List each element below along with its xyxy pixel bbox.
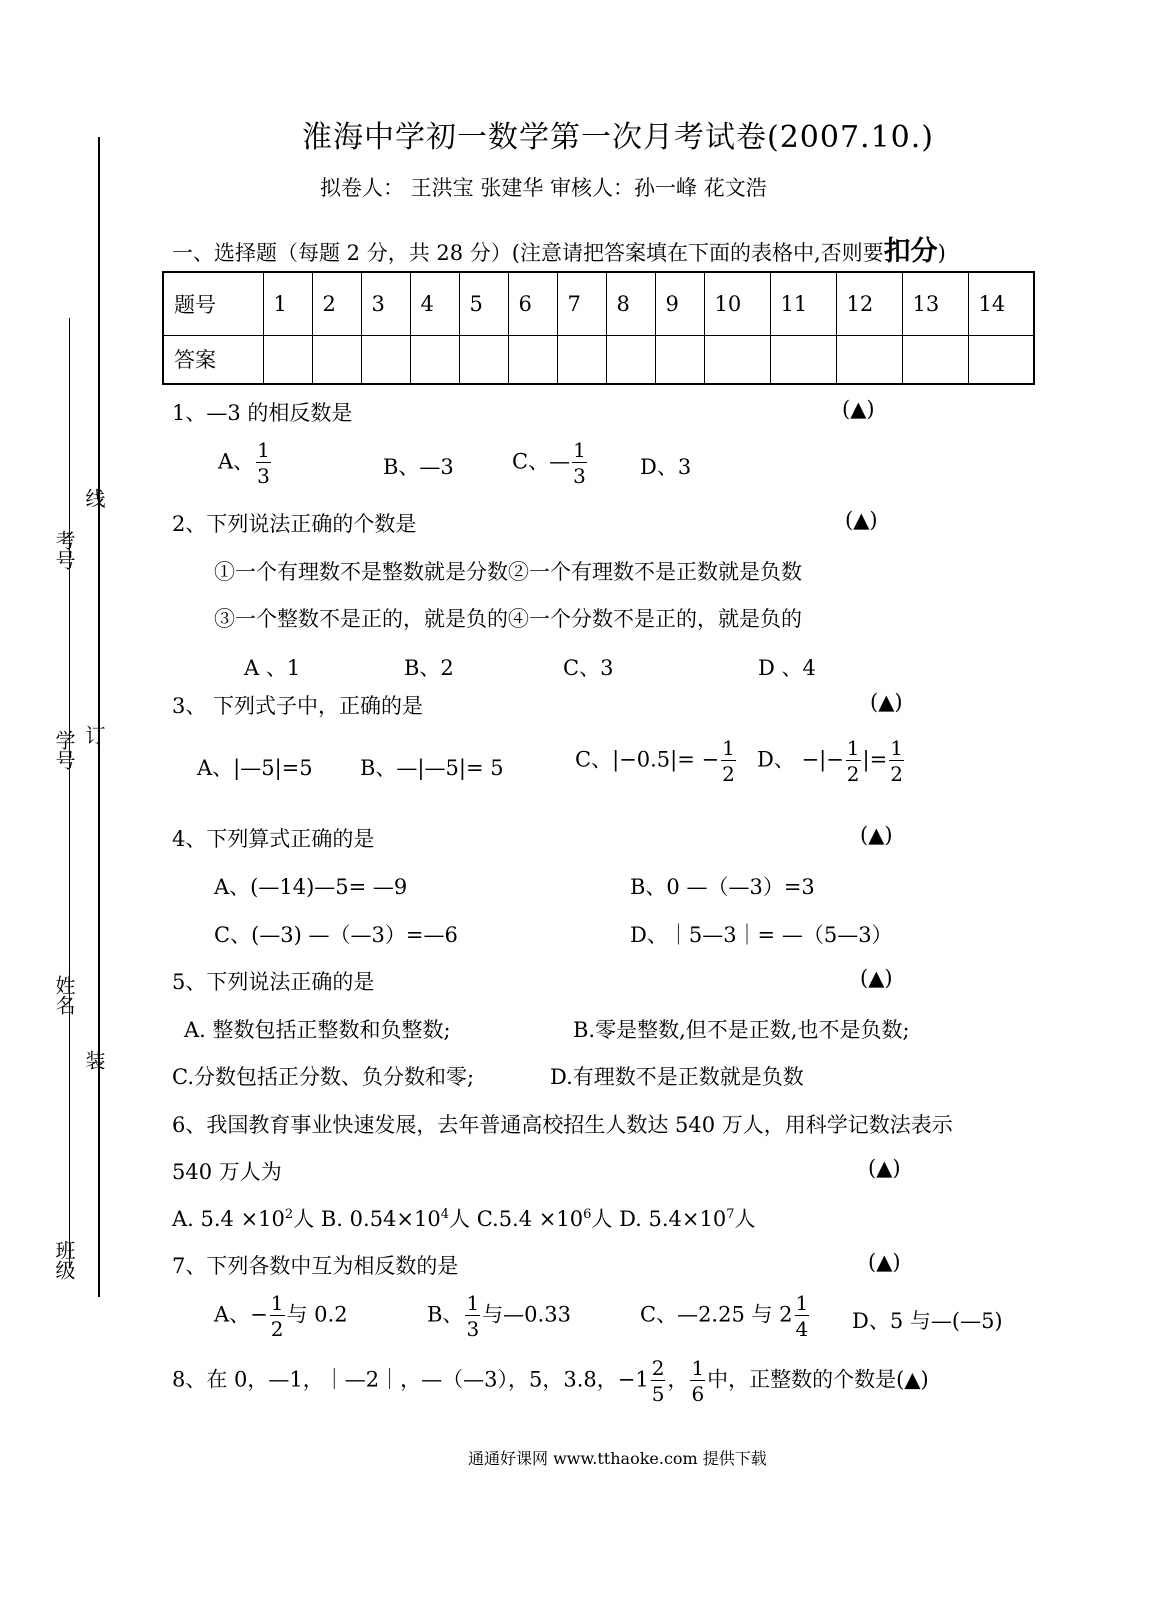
q1-option-b: B、—3 (383, 455, 454, 479)
q7-stem: 7、下列各数中互为相反数的是 (172, 1254, 459, 1278)
q6-stem-line2: 540 万人为 (172, 1160, 282, 1184)
q3-option-d: D、 −|− $\frac{1}{2}$ |= $\frac{1}{2}$ (757, 736, 903, 786)
q4-option-a: A、(—14)—5= —9 (214, 875, 408, 899)
exam-title: 淮海中学初一数学第一次月考试卷(2007.10.) (302, 120, 935, 155)
section-heading-end: ) (937, 241, 946, 265)
answer-cell[interactable] (263, 335, 312, 384)
q4-stem: 4、下列算式正确的是 (172, 827, 375, 851)
section-heading-text: 一、选择题（每题 2 分，共 28 分）(注意请把答案填在下面的表格中,否则要 (172, 241, 884, 265)
footer-credit: 通通好课网 www.tthaoke.com 提供下载 (468, 1449, 767, 1468)
q6-option-c: $C.5.4 \times 10^6$人 (476, 1207, 613, 1231)
q4-option-b: B、0 —（—3）=3 (630, 875, 815, 899)
answer-cell[interactable] (770, 335, 836, 384)
row-label-daan: 答案 (163, 335, 263, 384)
margin-line-outer (98, 137, 100, 1297)
q6-option-a: A. $5.4 \times 10^2$人 (172, 1207, 315, 1231)
q5-option-c: C.分数包括正分数、负分数和零; (172, 1065, 475, 1089)
answer-table (162, 271, 1035, 385)
margin-label-line: 线 (82, 488, 106, 508)
question-number: 8 (606, 272, 655, 335)
q5-option-a: A. 整数包括正整数和负整数; (184, 1018, 451, 1042)
answer-cell[interactable] (836, 335, 902, 384)
q1-marker: (▲) (842, 397, 875, 421)
q3-stem: 3、 下列式子中，正确的是 (172, 694, 424, 718)
q4-option-d: D、｜5—3｜= —（5—3） (630, 923, 893, 947)
q2-statement-1: ①一个有理数不是整数就是分数②一个有理数不是正数就是负数 (214, 560, 802, 584)
q2-option-c: C、3 (563, 656, 614, 680)
margin-label-ding: 订 (82, 725, 106, 745)
question-number: 4 (410, 272, 459, 335)
margin-label-zhuang: 装 (82, 1050, 106, 1070)
section-heading-emphasis: 扣分 (883, 236, 938, 267)
table-row-answers (163, 335, 1034, 384)
question-number: 3 (361, 272, 410, 335)
margin-label-xingming: 姓名 (52, 975, 76, 1015)
answer-cell[interactable] (508, 335, 557, 384)
q1-option-c: C、— $\frac{1}{3}$ (512, 438, 586, 488)
q1-stem: 1、—3 的相反数是 (172, 401, 353, 425)
fraction: $\frac{1}{4}$ (795, 1291, 809, 1341)
fraction: $\frac{1}{2}$ (846, 736, 860, 786)
q3-option-a: A、|—5|=5 (197, 756, 313, 780)
exam-authors: 拟卷人： 王洪宝 张建华 审核人：孙一峰 花文浩 (320, 176, 767, 200)
fraction: $\frac{2}{5}$ (651, 1356, 665, 1406)
q2-option-a: A 、1 (244, 656, 301, 680)
q7-option-c: C、—2.25 与 2 $\frac{1}{4}$ (640, 1291, 809, 1341)
q5-option-b: B.零是整数,但不是正数,也不是负数; (573, 1018, 910, 1042)
q6-option-d: D. $5.4\times 10^7$人 (619, 1207, 756, 1231)
q3-option-c: C、|−0.5|= − $\frac{1}{2}$ (575, 736, 735, 786)
q7-option-a: A、− $\frac{1}{2}$ 与 0.2 (214, 1291, 348, 1341)
q2-option-d: D 、4 (758, 656, 816, 680)
q3-option-b: B、—|—5|= 5 (360, 756, 504, 780)
answer-cell[interactable] (312, 335, 361, 384)
fraction: $\frac{1}{2}$ (890, 736, 903, 786)
q7-option-b: B、 $\frac{1}{3}$ 与—0.33 (427, 1291, 571, 1341)
answer-cell[interactable] (655, 335, 704, 384)
question-number: 1 (263, 272, 312, 335)
q1-option-d: D、3 (640, 455, 692, 479)
answer-cell[interactable] (606, 335, 655, 384)
q7-marker: (▲) (868, 1250, 901, 1274)
q4-marker: (▲) (860, 823, 893, 847)
q3-marker: (▲) (870, 690, 903, 714)
table-row-numbers (163, 272, 1034, 335)
question-number: 13 (902, 272, 968, 335)
question-number: 7 (557, 272, 606, 335)
fraction: $\frac{1}{3}$ (573, 438, 586, 488)
q2-option-b: B、2 (404, 656, 454, 680)
row-label-tihao: 题号 (163, 272, 263, 335)
answer-cell[interactable] (557, 335, 606, 384)
q6-stem-line1: 6、我国教育事业快速发展，去年普通高校招生人数达 540 万人，用科学记数法表示 (172, 1113, 953, 1137)
q6-marker: (▲) (868, 1156, 901, 1180)
answer-cell[interactable] (459, 335, 508, 384)
q5-option-d: D.有理数不是正数就是负数 (550, 1065, 804, 1089)
q7-option-d: D、5 与—(—5) (852, 1309, 1003, 1333)
q8-stem: 8、在 0，—1，｜—2｜，—（—3），5，3.8，−1 $\frac{2}{5}$ ， $\frac{1}{6}$ 中，正整数的个数是(▲) (172, 1356, 929, 1406)
fraction: $\frac{1}{2}$ (722, 736, 735, 786)
q2-statement-2: ③一个整数不是正的，就是负的④一个分数不是正的，就是负的 (214, 607, 802, 631)
answer-cell[interactable] (410, 335, 459, 384)
q1-option-a: A、 $\frac{1}{3}$ (218, 438, 270, 488)
section-heading (172, 229, 946, 268)
question-number: 9 (655, 272, 704, 335)
margin-label-banji: 班级 (52, 1240, 76, 1280)
q4-option-c: C、(—3) —（—3）=—6 (214, 923, 458, 947)
answer-cell[interactable] (902, 335, 968, 384)
question-number: 6 (508, 272, 557, 335)
question-number: 14 (968, 272, 1034, 335)
margin-line-inner (69, 318, 70, 1268)
q6-options (172, 1203, 756, 1233)
question-number: 5 (459, 272, 508, 335)
fraction: $\frac{1}{3}$ (466, 1291, 480, 1341)
fraction: $\frac{1}{6}$ (691, 1356, 705, 1406)
question-number: 11 (770, 272, 836, 335)
answer-cell[interactable] (704, 335, 770, 384)
margin-label-xuehao: 学号 (52, 730, 76, 770)
fraction: $\frac{1}{2}$ (270, 1291, 284, 1341)
q5-marker: (▲) (860, 966, 893, 990)
q5-stem: 5、下列说法正确的是 (172, 970, 375, 994)
question-number: 10 (704, 272, 770, 335)
margin-label-kaohao: 考号 (52, 530, 76, 570)
q2-marker: (▲) (845, 508, 878, 532)
fraction: $\frac{1}{3}$ (257, 438, 270, 488)
answer-cell[interactable] (968, 335, 1034, 384)
q2-stem: 2、下列说法正确的个数是 (172, 512, 417, 536)
question-number: 2 (312, 272, 361, 335)
answer-cell[interactable] (361, 335, 410, 384)
question-number: 12 (836, 272, 902, 335)
q6-option-b: B. $0.54\times 10^4$人 (320, 1207, 471, 1231)
